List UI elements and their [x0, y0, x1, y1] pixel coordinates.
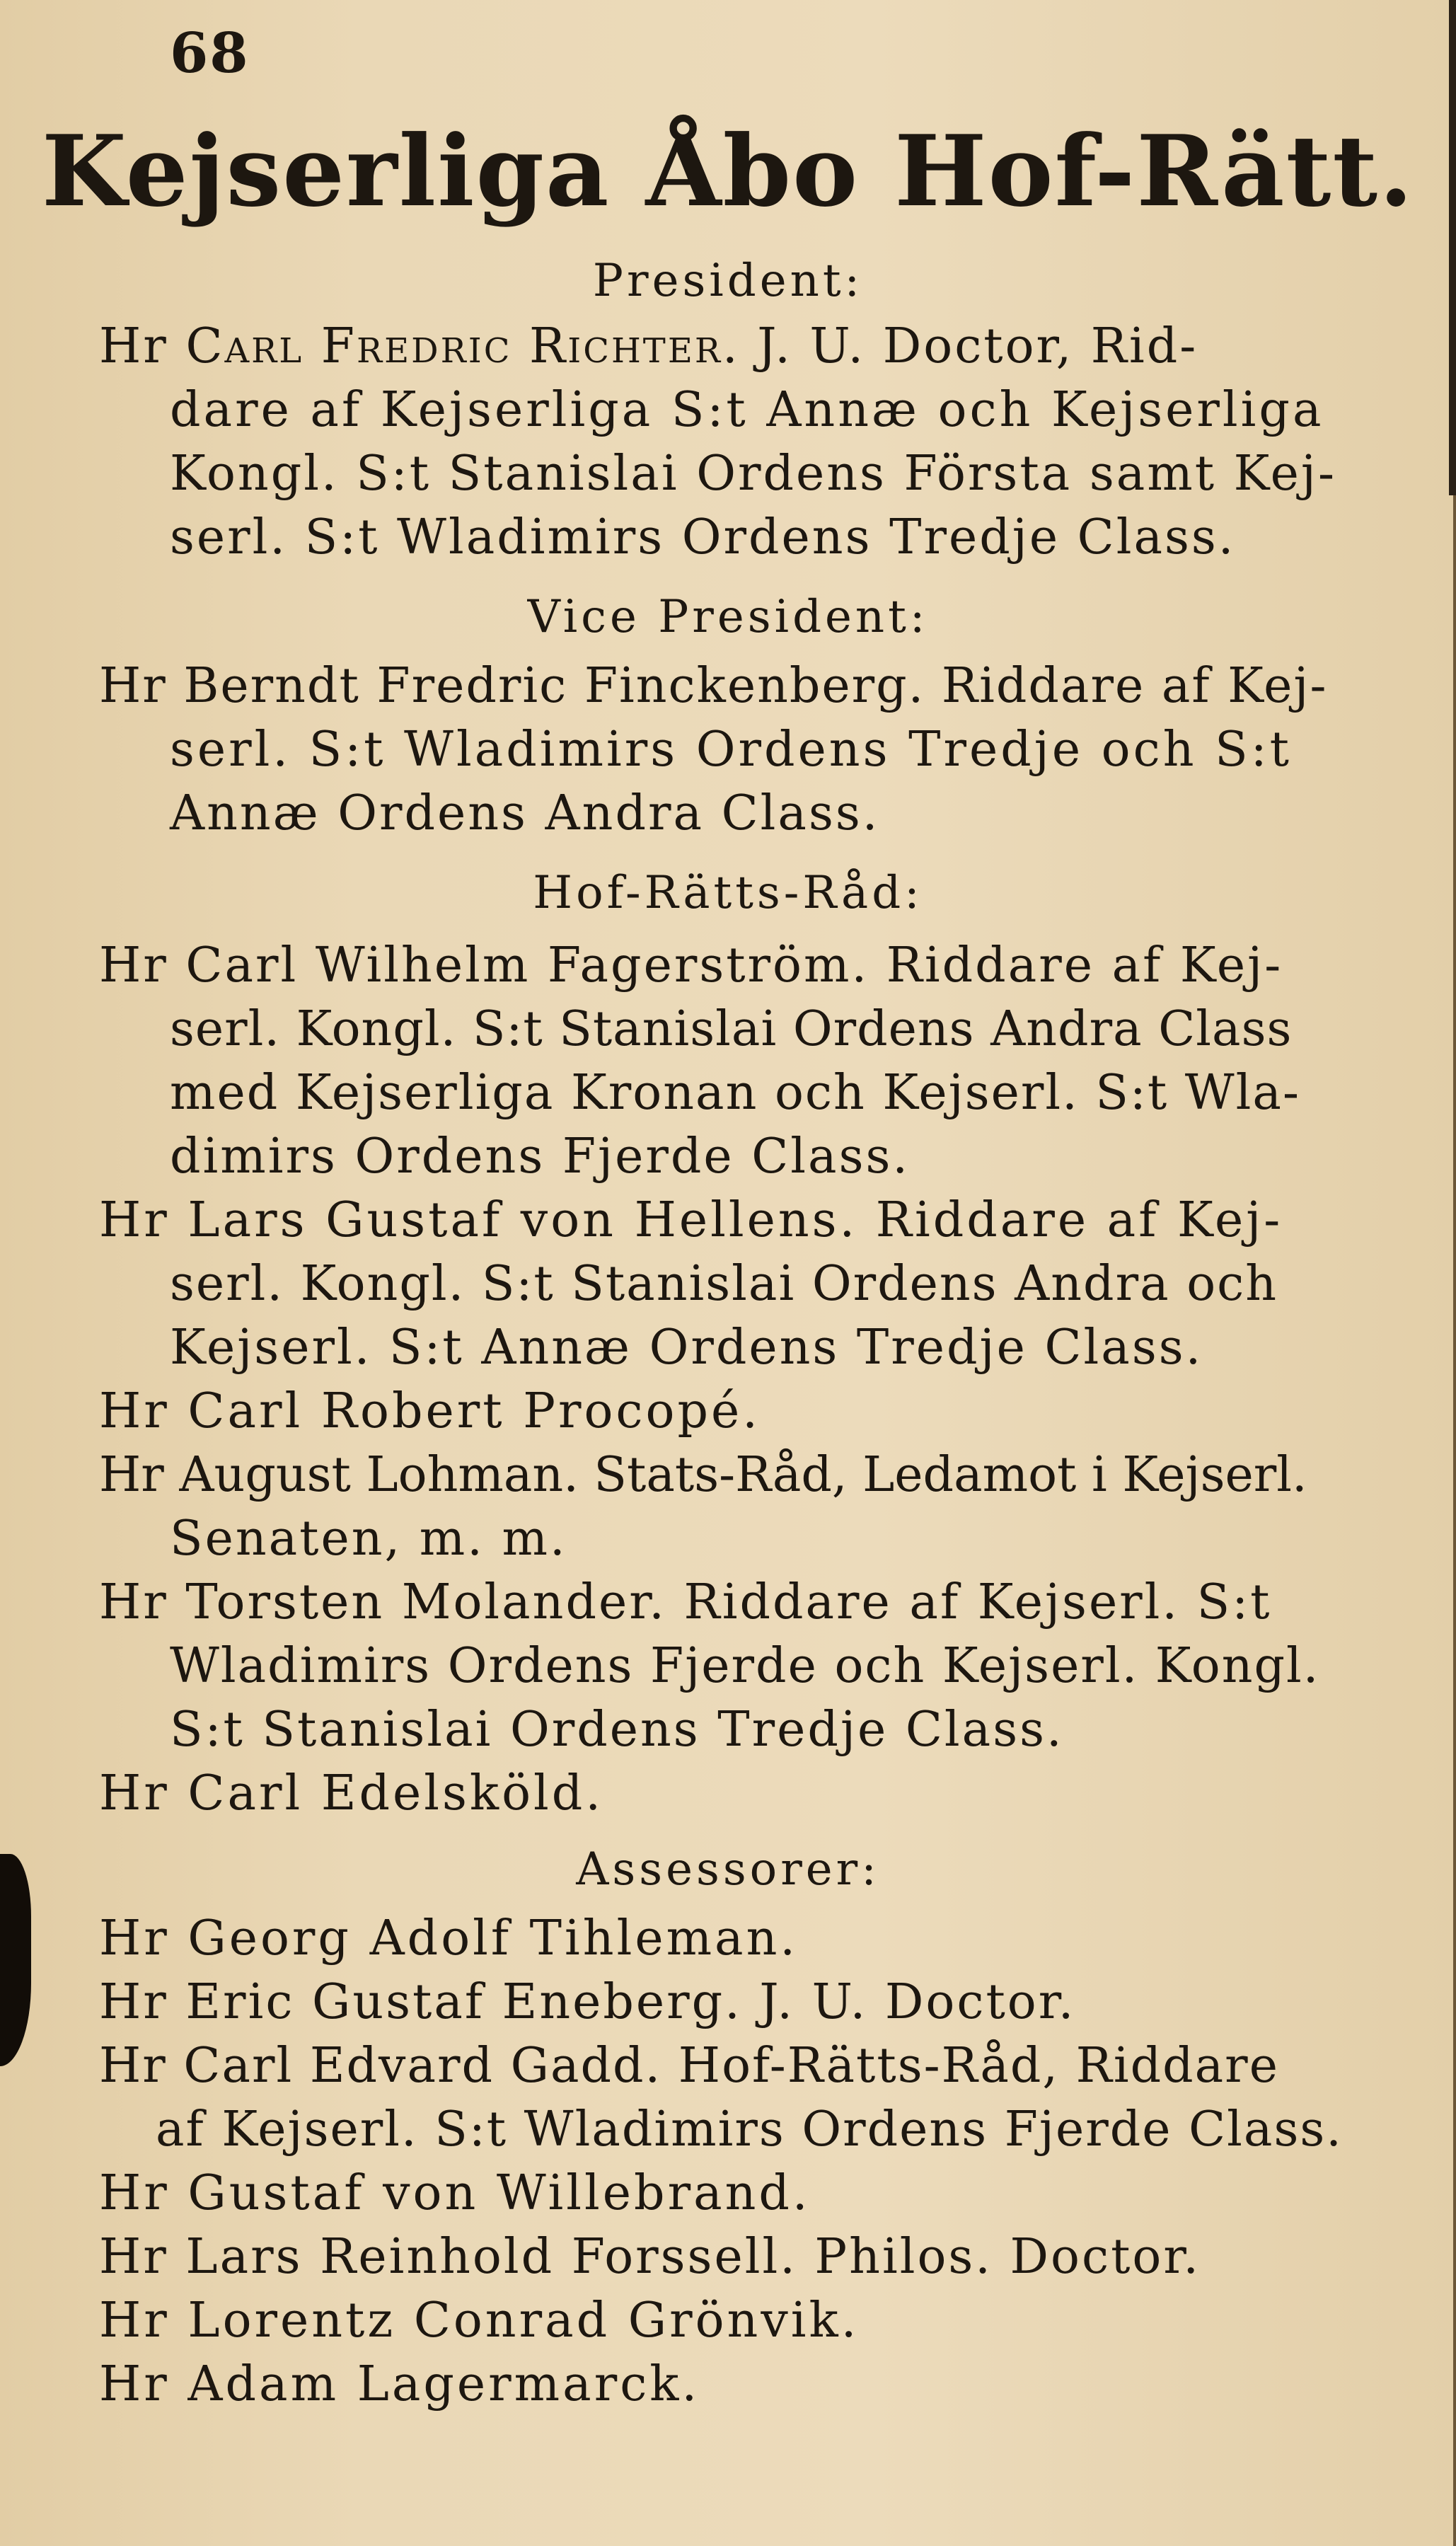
hof-ratts-rad-line-3: med Kejserliga Kronan och Kejserl. S:t Wla-	[170, 1065, 1300, 1121]
president-line-2: dare af Kejserliga S:t Annæ och Kejserliga	[170, 382, 1324, 438]
hof-ratts-rad-line-2: serl. Kongl. S:t Stanislai Ordens Andra Class	[170, 1001, 1293, 1057]
honorific: Hr	[99, 318, 168, 374]
vice-president-line-1: Hr Berndt Fredric Finckenberg. Riddare af Kej-	[99, 658, 1328, 714]
hof-ratts-rad-line-1: Hr Carl Wilhelm Fagerström. Riddare af Kej-	[99, 938, 1283, 993]
president-line-4: serl. S:t Wladimirs Ordens Tredje Class.	[170, 509, 1236, 565]
page-number: 68	[170, 21, 250, 86]
assessorer-line-4: af Kejserl. S:t Wladimirs Ordens Fjerde Class.	[156, 2102, 1343, 2158]
assessorer-line-5: Hr Gustaf von Willebrand.	[99, 2165, 811, 2221]
hof-ratts-rad-line-9: Hr August Lohman. Stats-Råd, Ledamot i Kejserl.	[99, 1447, 1307, 1503]
section-heading-vice-president: Vice President:	[527, 591, 929, 643]
assessorer-line-7: Hr Lorentz Conrad Grönvik.	[99, 2293, 860, 2349]
hof-ratts-rad-line-5: Hr Lars Gustaf von Hellens. Riddare af Kej-	[99, 1192, 1283, 1248]
hof-ratts-rad-line-8: Hr Carl Robert Procopé.	[99, 1383, 761, 1439]
assessorer-line-8: Hr Adam Lagermarck.	[99, 2356, 700, 2412]
assessorer-line-1: Hr Georg Adolf Tihleman.	[99, 1911, 799, 1966]
section-heading-president: President:	[592, 255, 864, 307]
president-title: J. U. Doctor, Rid-	[739, 318, 1198, 374]
page-title: Kejserliga Åbo Hof-Rätt.	[41, 113, 1415, 229]
page-edge-dark	[1449, 0, 1456, 495]
hof-ratts-rad-line-11: Hr Torsten Molander. Riddare af Kejserl. S:t	[99, 1574, 1272, 1630]
assessorer-line-3: Hr Carl Edvard Gadd. Hof-Rätts-Råd, Riddare	[99, 2038, 1279, 2094]
president-line-1	[99, 318, 1198, 374]
hof-ratts-rad-line-10: Senaten, m. m.	[170, 1511, 567, 1567]
hof-ratts-rad-line-6: serl. Kongl. S:t Stanislai Ordens Andra och	[170, 1256, 1278, 1312]
hof-ratts-rad-line-12: Wladimirs Ordens Fjerde och Kejserl. Kongl.	[170, 1638, 1320, 1694]
section-heading-hof-ratts-rad: Hof-Rätts-Råd:	[533, 867, 923, 919]
president-name: Carl Fredric Richter.	[185, 318, 740, 374]
president-line-3: Kongl. S:t Stanislai Ordens Första samt Kej-	[170, 446, 1336, 502]
page-edge-shadow	[1453, 495, 1456, 2546]
hof-ratts-rad-line-13: S:t Stanislai Ordens Tredje Class.	[170, 1702, 1064, 1758]
hof-ratts-rad-line-4: dimirs Ordens Fjerde Class.	[170, 1129, 910, 1185]
hof-ratts-rad-line-7: Kejserl. S:t Annæ Ordens Tredje Class.	[170, 1320, 1203, 1376]
section-heading-assessorer: Assessorer:	[576, 1843, 880, 1896]
hof-ratts-rad-line-14: Hr Carl Edelsköld.	[99, 1766, 603, 1821]
assessorer-line-2: Hr Eric Gustaf Eneberg. J. U. Doctor.	[99, 1974, 1076, 2030]
vice-president-line-2: serl. S:t Wladimirs Ordens Tredje och S:t	[170, 722, 1292, 778]
assessorer-line-6: Hr Lars Reinhold Forssell. Philos. Doctor.	[99, 2229, 1201, 2285]
vice-president-line-3: Annæ Ordens Andra Class.	[170, 785, 880, 841]
